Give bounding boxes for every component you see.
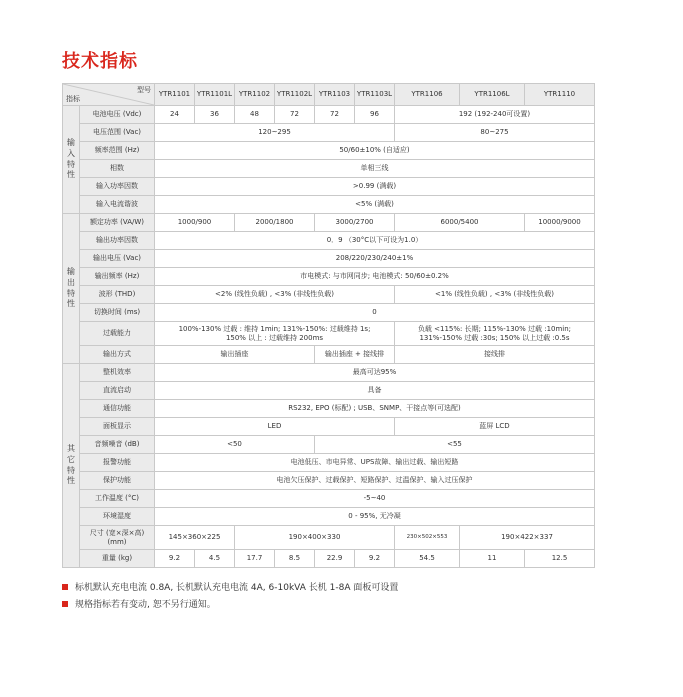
section-label-other: 其它特性 [63,364,80,568]
table-row [63,418,595,436]
row-label: 整机效率 [80,364,155,382]
model-header: YTR1106L [460,84,525,106]
overload-text-line: 负载 <115%: 长期; 115%-130% 过载 :10min; [417,325,572,334]
cell: 0．9 （30°C以下可设为1.0） [155,232,595,250]
row-label-line: (mm) [107,537,127,546]
cell: <5% (满载) [155,196,595,214]
cell: 1000/900 [155,214,235,232]
row-label: 波形 (THD) [80,286,155,304]
table-row [63,322,595,346]
row-label-line: 尺寸 (宽×深×高) [89,529,145,538]
table-row [63,400,595,418]
row-label: 报警功能 [80,454,155,472]
cell: 单相三线 [155,160,595,178]
row-label: 重量 (kg) [80,550,155,568]
cell: 17.7 [235,550,275,568]
cell: 11 [460,550,525,568]
cell: 电池低压、市电异常、UPS故障、输出过载、输出短路 [155,454,595,472]
row-label: 音频噪音 (dB) [80,436,155,454]
row-label: 额定功率 (VA/W) [80,214,155,232]
table-row [63,142,595,160]
table-row [63,196,595,214]
cell: 3000/2700 [315,214,395,232]
cell: 145×360×225 [155,526,235,550]
model-header: YTR1110 [525,84,595,106]
model-header: YTR1103 [315,84,355,106]
cell: 22.9 [315,550,355,568]
table-row [63,106,595,124]
cell: 具备 [155,382,595,400]
table-row [63,214,595,232]
cell: 9.2 [155,550,195,568]
cell: RS232, EPO (标配) ; USB、SNMP、干接点等(可选配) [155,400,595,418]
cell: 2000/1800 [235,214,315,232]
cell: 10000/9000 [525,214,595,232]
cell: 96 [355,106,395,124]
table-row [63,304,595,322]
cell: 输出插座 [155,346,315,364]
overload-text-line: 100%-130% 过载 : 维持 1min; 131%-150%: 过载维持 1s; [178,325,371,334]
overload-text-line: 131%-150% 过载 :30s; 150% 以上过载 :0.5s [419,333,570,342]
notes [62,578,398,612]
cell: 120~295 [155,124,395,142]
row-label: 输出方式 [80,346,155,364]
cell: <50 [155,436,315,454]
square-bullet-icon [62,601,68,607]
table-row [63,250,595,268]
section-label-output: 输出特性 [63,214,80,364]
table-row [63,268,595,286]
row-label: 工作温度 (°C) [80,490,155,508]
cell: 24 [155,106,195,124]
cell: 192 (192-240可设置) [395,106,595,124]
cell: 36 [195,106,235,124]
page-title: 技术指标 [62,51,138,72]
cell: >0.99 (满载) [155,178,595,196]
table-row [63,508,595,526]
corner-cell [63,84,155,106]
cell: 8.5 [275,550,315,568]
cell: 12.5 [525,550,595,568]
table-row [63,364,595,382]
row-label: 输入电流谐波 [80,196,155,214]
row-label: 输出频率 (Hz) [80,268,155,286]
row-label: 切换时间 (ms) [80,304,155,322]
cell: 48 [235,106,275,124]
row-label: 面板显示 [80,418,155,436]
table-row [63,286,595,304]
cell: 190×422×337 [460,526,595,550]
row-label: 环境湿度 [80,508,155,526]
model-header: YTR1103L [355,84,395,106]
cell: -5~40 [155,490,595,508]
section-label-input: 输入特性 [63,106,80,214]
model-header: YTR1101 [155,84,195,106]
cell: 190×400×330 [235,526,395,550]
table-row [63,550,595,568]
row-label: 相数 [80,160,155,178]
row-label: 电压范围 (Vac) [80,124,155,142]
table-row [63,454,595,472]
row-label: 保护功能 [80,472,155,490]
table-row [63,160,595,178]
note-text: 规格指标若有变动, 恕不另行通知。 [75,600,216,610]
table-row [63,490,595,508]
cell: 电池欠压保护、过载保护、短路保护、过温保护、输入过压保护 [155,472,595,490]
note-item [62,595,398,612]
cell: 最高可达95% [155,364,595,382]
cell: <55 [315,436,595,454]
row-label: 频率范围 (Hz) [80,142,155,160]
row-label: 过载能力 [80,322,155,346]
table-row [63,472,595,490]
cell: 输出插座 + 接线排 [315,346,395,364]
table-row [63,382,595,400]
row-label: 电池电压 (Vdc) [80,106,155,124]
cell: LED [155,418,395,436]
cell: 208/220/230/240±1% [155,250,595,268]
table-row [63,346,595,364]
table-row [63,526,595,550]
model-header: YTR1102L [275,84,315,106]
overload-text-line: 150% 以上 : 过载维持 200ms [225,333,324,342]
cell: 接线排 [395,346,595,364]
table-row [63,178,595,196]
model-header: YTR1101L [195,84,235,106]
cell: 6000/5400 [395,214,525,232]
cell: 80~275 [395,124,595,142]
table-row [63,436,595,454]
row-label [80,526,155,550]
corner-top-label: 型号 [137,86,151,94]
model-header: YTR1106 [395,84,460,106]
cell: 230×502×553 [395,526,460,550]
row-label: 直流启动 [80,382,155,400]
spec-table [62,83,595,568]
cell: 蓝屏 LCD [395,418,595,436]
row-label: 通信功能 [80,400,155,418]
row-label: 输出电压 (Vac) [80,250,155,268]
model-header: YTR1102 [235,84,275,106]
cell: 72 [275,106,315,124]
table-row [63,232,595,250]
cell: 市电模式: 与市网同步; 电池模式: 50/60±0.2% [155,268,595,286]
note-text: 标机默认充电电流 0.8A, 长机默认充电电流 4A, 6-10kVA 长机 1-8A 面板可设置 [75,583,399,593]
cell [155,322,395,346]
row-label: 输入功率因数 [80,178,155,196]
cell: <1% (线性负载) , <3% (非线性负载) [395,286,595,304]
cell: 0 - 95%, 无冷凝 [155,508,595,526]
square-bullet-icon [62,584,68,590]
cell: 72 [315,106,355,124]
cell: 50/60±10% (自适应) [155,142,595,160]
header-row [63,84,595,106]
table-row [63,124,595,142]
cell: 54.5 [395,550,460,568]
cell: 0 [155,304,595,322]
cell: 9.2 [355,550,395,568]
corner-bottom-label: 指标 [66,94,80,103]
cell: <2% (线性负载) , <3% (非线性负载) [155,286,395,304]
row-label: 输出功率因数 [80,232,155,250]
cell [395,322,595,346]
cell: 4.5 [195,550,235,568]
note-item [62,578,398,595]
